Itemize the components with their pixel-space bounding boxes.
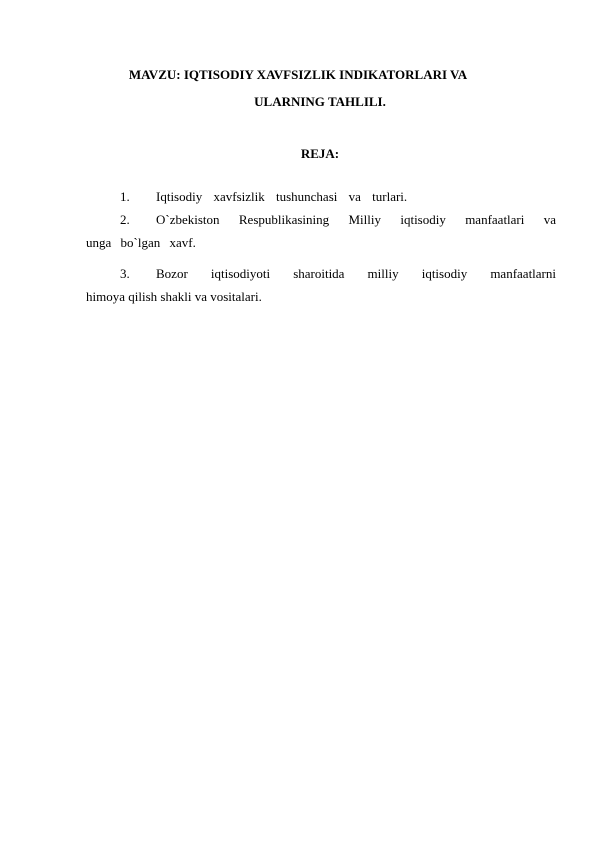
- plan-item-number: 3.: [120, 266, 130, 281]
- plan-item-number: 2.: [120, 212, 130, 227]
- plan-item-number: 1.: [120, 189, 130, 204]
- document-title-line-1: MAVZU: IQTISODIY XAVFSIZLIK INDIKATORLARI VA: [128, 67, 468, 82]
- document-title-line-2: ULARNING TAHLILI.: [254, 94, 386, 109]
- plan-item-text: O`zbekiston Respublikasining Milliy iqtisodiy manfaatlari va: [156, 212, 556, 227]
- plan-item-text: Bozor iqtisodiyoti sharoitida milliy iqtisodiy manfaatlarni: [156, 266, 556, 281]
- plan-item-text-continued: unga bo`lgan xavf.: [86, 235, 196, 250]
- plan-heading: REJA:: [300, 146, 340, 161]
- plan-item-text: Iqtisodiy xavfsizlik tushunchasi va turlari.: [156, 189, 408, 204]
- plan-item-1: [86, 185, 556, 208]
- plan-item-text-continued: himoya qilish shakli va vositalari.: [86, 289, 262, 304]
- plan-item-3: [86, 262, 556, 308]
- plan-item-2: [86, 208, 556, 254]
